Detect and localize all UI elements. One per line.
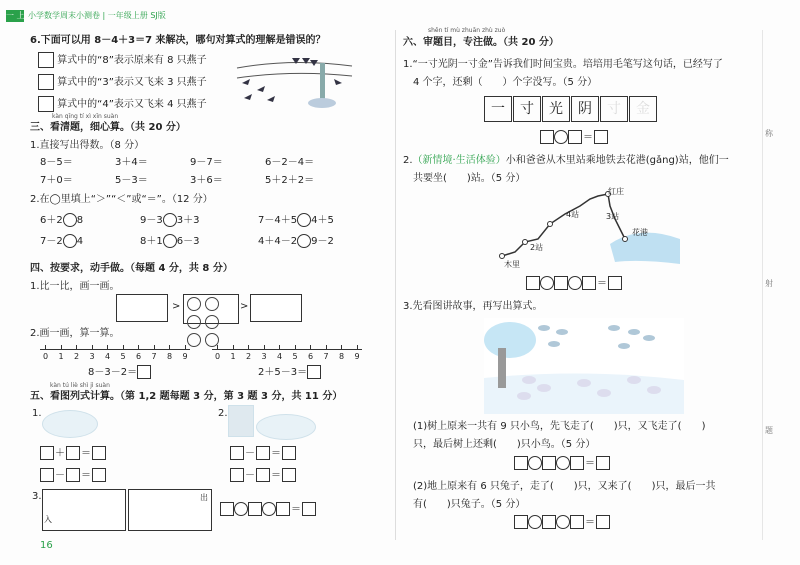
number-line-tick xyxy=(45,345,46,350)
s6-q1-line1: 1.“一寸光阴一寸金”告诉我们时间宝贵。培培用毛笔写这句话，已经写了 xyxy=(403,59,723,70)
number-line-label: 8 xyxy=(339,352,345,361)
number-line-tick xyxy=(61,345,62,350)
s6-q2-line1: 2.（新情境·生活体验）小和爸爸从木里站乘地铁去花港(gǎng)站，他们一 xyxy=(403,155,729,166)
bus-out-label: 出 xyxy=(200,493,208,502)
number-line-tick xyxy=(92,345,93,350)
number-line-label: 8 xyxy=(167,352,173,361)
page-divider xyxy=(395,30,396,540)
number-line-label: 3 xyxy=(261,352,267,361)
number-line-tick xyxy=(169,345,170,350)
circles-box xyxy=(183,294,239,324)
compare-6[interactable]: 4＋4－2 9－2 xyxy=(258,236,334,247)
margin-line xyxy=(762,30,763,540)
number-line-label: 7 xyxy=(323,352,329,361)
number-line-tick xyxy=(185,345,186,350)
q6-title: 6.下面可以用 8－4＋3＝7 来解决，哪句对算式的理解是错误的？ xyxy=(30,35,326,46)
number-line-tick xyxy=(295,345,296,350)
s4-title: 四、按要求，动手做。（每题 4 分，共 8 分） xyxy=(30,263,233,274)
number-line-label: 3 xyxy=(89,352,95,361)
s6-p1-line1: (1)树上原来一共有 9 只小鸟，先飞走了( )只，又飞走了( ) xyxy=(413,421,706,432)
number-line-label: 7 xyxy=(151,352,157,361)
number-line-label: 5 xyxy=(292,352,298,361)
char-cell-6: 金 xyxy=(629,96,657,122)
number-line-tick xyxy=(123,345,124,350)
calc-8: 5＋2＋2＝ xyxy=(265,175,315,186)
compare-1[interactable]: 6＋2 8 xyxy=(40,215,84,226)
number-line-tick xyxy=(357,345,358,350)
s6-eq-2[interactable]: ＝ xyxy=(526,276,622,290)
bus-picture-1 xyxy=(42,489,126,531)
page-number: 16 xyxy=(40,540,53,551)
s5-n3: 3. xyxy=(32,491,42,502)
bus-in-label: 入 xyxy=(44,515,52,524)
s5-n1: 1. xyxy=(32,408,42,419)
station-red: 红庄 xyxy=(608,187,624,196)
draw-box-right[interactable] xyxy=(250,294,302,322)
station-3: 3站 xyxy=(606,212,620,221)
header-title: 小学数学周末小测卷 | 一年级上册 SJ版 xyxy=(28,11,166,20)
s6-pinyin: shěn tí mù zhuān zhù zuò xyxy=(428,27,506,34)
s6-q2-line2: 共要坐( )站。（5 分） xyxy=(413,173,526,184)
s6-q1-line2: 4 个字，还剩（ ）个字没写。（5 分） xyxy=(413,77,598,88)
number-line-tick xyxy=(217,345,218,350)
number-line-label: 2 xyxy=(74,352,80,361)
s5-title: 五、看图列式计算。（第 1,2 题每题 3 分，第 3 题 3 分，共 11 分） xyxy=(30,391,343,402)
number-line-label: 1 xyxy=(230,352,236,361)
eq-row-3[interactable]: ＝ xyxy=(220,502,316,516)
s3-q2: 2.在◯里填上“＞”“＜”或“＝”。（12 分） xyxy=(30,194,213,205)
calc-5: 7＋0＝ xyxy=(40,175,73,186)
cat-picture xyxy=(228,405,254,437)
char-cell-1: 一 xyxy=(484,96,512,122)
calc-6: 5－3＝ xyxy=(115,175,148,186)
animals-picture-2 xyxy=(256,414,316,440)
margin-char-1: 称 xyxy=(765,129,773,138)
margin-char-2: 射 xyxy=(765,279,773,288)
compare-3[interactable]: 7－4＋5 4＋5 xyxy=(258,215,334,226)
number-line-label: 4 xyxy=(277,352,283,361)
subway-map xyxy=(490,184,690,274)
number-line-tick xyxy=(233,345,234,350)
calc-7: 3＋6＝ xyxy=(190,175,223,186)
s6-p2-line1: (2)地上原来有 6 只兔子，走了( )只，又来了( )只，最后一共 xyxy=(413,481,716,492)
s4-q1: 1.比一比，画一画。 xyxy=(30,281,120,292)
number-line-tick xyxy=(326,345,327,350)
eq-row-1b[interactable]: － ＝ xyxy=(40,468,106,482)
s6-title: 六、审题目，专注做。（共 20 分） xyxy=(403,37,559,48)
draw-box-left[interactable] xyxy=(116,294,168,322)
swallows-illustration xyxy=(232,48,362,110)
s6-q3: 3.先看图讲故事，再写出算式。 xyxy=(403,301,543,312)
compare-5[interactable]: 8＋1 6－3 xyxy=(140,236,200,247)
s6-eq-3[interactable]: ＝ xyxy=(514,456,610,470)
calc-4: 6－2－4＝ xyxy=(265,157,315,168)
q6-option-3[interactable]: 算式中的“4”表示又飞来 4 只燕子 xyxy=(38,96,207,112)
header-badge: 一 上 xyxy=(6,11,25,20)
number-line-tick xyxy=(138,345,139,350)
s3-q1: 1.直接写出得数。（8 分） xyxy=(30,140,145,151)
number-line-tick xyxy=(341,345,342,350)
s6-eq-4[interactable]: ＝ xyxy=(514,515,610,529)
gt-sign-1: > xyxy=(172,301,181,312)
number-line-tick xyxy=(107,345,108,350)
number-line-label: 5 xyxy=(120,352,126,361)
nl-eq-2: 2＋5－3＝ xyxy=(258,365,321,379)
s6-p1-line2: 只，最后树上还剩( )只小鸟。（5 分） xyxy=(413,439,596,450)
station-4: 4站 xyxy=(566,210,580,219)
s3-title: 三、看清题，细心算。（共 20 分） xyxy=(30,122,186,133)
eq-row-2b[interactable]: － ＝ xyxy=(230,468,296,482)
number-line-label: 9 xyxy=(182,352,188,361)
number-line-label: 9 xyxy=(354,352,360,361)
compare-4[interactable]: 7－2 4 xyxy=(40,236,84,247)
gt-sign-2: > xyxy=(240,301,249,312)
number-line-label: 4 xyxy=(105,352,111,361)
number-line-label: 0 xyxy=(215,352,221,361)
compare-2[interactable]: 9－3 3＋3 xyxy=(140,215,200,226)
char-cell-2: 寸 xyxy=(513,96,541,122)
number-line-2 xyxy=(212,349,362,350)
station-end: 花港 xyxy=(632,228,648,237)
margin-char-3: 题 xyxy=(765,426,773,435)
number-line-1 xyxy=(40,349,190,350)
number-line-label: 6 xyxy=(136,352,142,361)
s5-n2: 2. xyxy=(218,408,228,419)
calc-2: 3＋4＝ xyxy=(115,157,148,168)
calligraphy-grid xyxy=(484,96,658,122)
q6-option-2[interactable]: 算式中的“3”表示又飞来 3 只燕子 xyxy=(38,74,207,90)
birds-rabbits-picture xyxy=(484,318,684,414)
number-line-tick xyxy=(76,345,77,350)
s3-pinyin: kàn qīng tí xì xīn suàn xyxy=(52,113,119,120)
number-line-tick xyxy=(264,345,265,350)
number-line-tick xyxy=(154,345,155,350)
number-line-tick xyxy=(248,345,249,350)
number-line-label: 2 xyxy=(246,352,252,361)
nl-eq-1: 8－3－2＝ xyxy=(88,365,151,379)
number-line-tick xyxy=(310,345,311,350)
station-2: 2站 xyxy=(530,243,544,252)
s6-eq-1[interactable]: ＝ xyxy=(540,130,608,144)
number-line-label: 6 xyxy=(308,352,314,361)
s4-q2: 2.画一画，算一算。 xyxy=(30,328,120,339)
animals-picture-1 xyxy=(42,410,98,438)
s6-p2-line2: 有( )只兔子。（5 分） xyxy=(413,499,526,510)
number-line-label: 0 xyxy=(43,352,49,361)
number-line-tick xyxy=(279,345,280,350)
eq-row-1a[interactable]: ＋ ＝ xyxy=(40,446,106,460)
eq-row-2a[interactable]: － ＝ xyxy=(230,446,296,460)
station-start: 木里 xyxy=(504,260,520,269)
number-line-label: 1 xyxy=(58,352,64,361)
calc-1: 8－5＝ xyxy=(40,157,73,168)
calc-3: 9－7＝ xyxy=(190,157,223,168)
q6-option-1[interactable]: 算式中的“8”表示原来有 8 只燕子 xyxy=(38,52,207,68)
char-cell-4: 阴 xyxy=(571,96,599,122)
char-cell-5: 寸 xyxy=(600,96,628,122)
s5-pinyin: kàn tú liè shì jì suàn xyxy=(50,382,110,389)
char-cell-3: 光 xyxy=(542,96,570,122)
